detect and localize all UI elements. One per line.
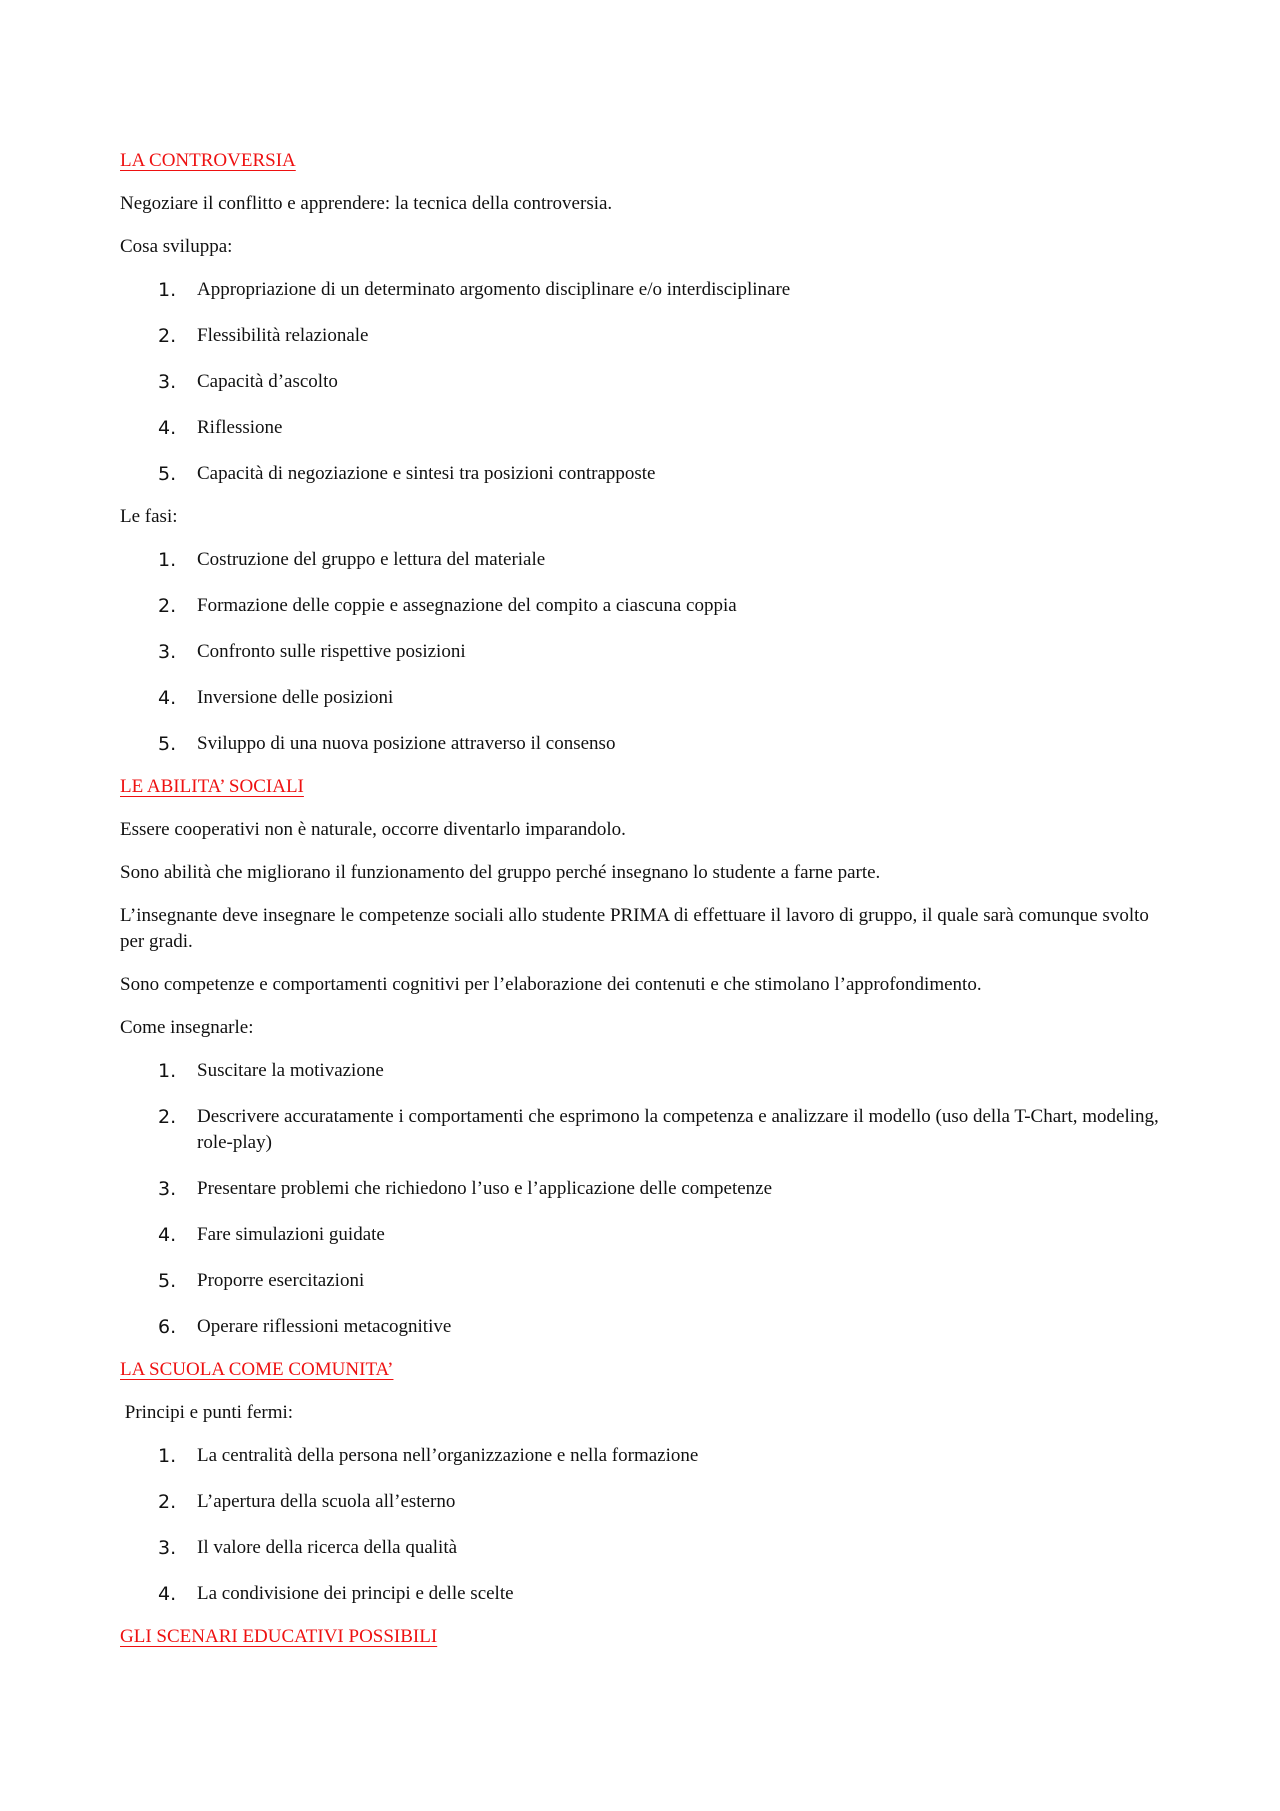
numbered-list-fasi: [120, 547, 1160, 757]
list-item: [120, 1058, 1160, 1084]
list-item-text: Confronto sulle rispettive posizioni: [197, 641, 466, 662]
list-item: [120, 323, 1160, 349]
list-number: 2.: [158, 1106, 177, 1128]
list-number: 4.: [158, 687, 177, 709]
list-number: 4.: [158, 1583, 177, 1605]
list-number: 3.: [158, 371, 177, 393]
list-item: [120, 639, 1160, 665]
list-item: [120, 547, 1160, 573]
list-number: 6.: [158, 1316, 177, 1338]
list-item-text: Sviluppo di una nuova posizione attraverso il consenso: [197, 733, 616, 754]
subheading-principi: Principi e punti fermi:: [120, 1402, 294, 1423]
list-item: [120, 1176, 1160, 1202]
list-item: [120, 1222, 1160, 1248]
list-item: [120, 685, 1160, 711]
list-item-text: Inversione delle posizioni: [197, 687, 394, 708]
document-page: [120, 148, 1160, 1667]
list-item: [120, 1581, 1160, 1607]
list-item: [120, 369, 1160, 395]
list-item-text: Flessibilità relazionale: [197, 325, 369, 346]
list-item-text: L’apertura della scuola all’esterno: [197, 1491, 456, 1512]
list-item: [120, 1314, 1160, 1340]
subheading-cosa-sviluppa: Cosa sviluppa:: [120, 236, 233, 257]
list-number: 1.: [158, 1445, 177, 1467]
list-item-text: Proporre esercitazioni: [197, 1270, 365, 1291]
section-heading-scuola-comunita: LA SCUOLA COME COMUNITA’: [120, 1359, 394, 1380]
paragraph: Sono abilità che migliorano il funzionamento del gruppo perché insegnano lo studente a farne parte.: [120, 862, 881, 883]
numbered-list-insegnarle: [120, 1058, 1160, 1340]
list-item-text: Formazione delle coppie e assegnazione del compito a ciascuna coppia: [197, 595, 737, 616]
list-item-text: Operare riflessioni metacognitive: [197, 1316, 452, 1337]
list-number: 3.: [158, 1178, 177, 1200]
list-item-text: Descrivere accuratamente i comportamenti che esprimono la competenza e analizzare il modello (uso della T-Chart, modeling, role-play): [197, 1106, 1159, 1153]
list-item-text: Fare simulazioni guidate: [197, 1224, 385, 1245]
list-item: [120, 1268, 1160, 1294]
list-item: [120, 731, 1160, 757]
numbered-list-sviluppa: [120, 277, 1160, 487]
list-item-text: Riflessione: [197, 417, 283, 438]
list-item-text: La centralità della persona nell’organizzazione e nella formazione: [197, 1445, 699, 1466]
list-number: 2.: [158, 595, 177, 617]
list-item: [120, 415, 1160, 441]
list-number: 2.: [158, 325, 177, 347]
list-number: 5.: [158, 1270, 177, 1292]
paragraph: L’insegnante deve insegnare le competenze sociali allo studente PRIMA di effettuare il lavoro di gruppo, il quale sarà comunque svolto per gradi.: [120, 905, 1149, 952]
list-number: 4.: [158, 417, 177, 439]
list-item: [120, 1489, 1160, 1515]
list-item-text: Il valore della ricerca della qualità: [197, 1537, 458, 1558]
list-item: [120, 277, 1160, 303]
list-item-text: Capacità di negoziazione e sintesi tra posizioni contrapposte: [197, 463, 656, 484]
subheading-le-fasi: Le fasi:: [120, 506, 178, 527]
section-heading-abilita-sociali: LE ABILITA’ SOCIALI: [120, 776, 304, 797]
list-number: 1.: [158, 549, 177, 571]
list-item-text: Appropriazione di un determinato argomento disciplinare e/o interdisciplinare: [197, 279, 791, 300]
list-item: [120, 461, 1160, 487]
section-heading-controversia: LA CONTROVERSIA: [120, 150, 296, 171]
list-item-text: Capacità d’ascolto: [197, 371, 338, 392]
paragraph: Essere cooperativi non è naturale, occorre diventarlo imparandolo.: [120, 819, 626, 840]
section-heading-scenari-educativi: GLI SCENARI EDUCATIVI POSSIBILI: [120, 1626, 438, 1647]
list-item: [120, 1535, 1160, 1561]
numbered-list-principi: [120, 1443, 1160, 1607]
list-number: 5.: [158, 733, 177, 755]
list-number: 5.: [158, 463, 177, 485]
list-number: 3.: [158, 641, 177, 663]
intro-paragraph: Negoziare il conflitto e apprendere: la tecnica della controversia.: [120, 193, 613, 214]
list-item: [120, 1104, 1160, 1156]
paragraph: Sono competenze e comportamenti cognitivi per l’elaborazione dei contenuti e che stimolano l’approfondimento.: [120, 974, 982, 995]
list-number: 3.: [158, 1537, 177, 1559]
list-number: 4.: [158, 1224, 177, 1246]
list-number: 1.: [158, 1060, 177, 1082]
subheading-come-insegnarle: Come insegnarle:: [120, 1017, 254, 1038]
list-item-text: Costruzione del gruppo e lettura del materiale: [197, 549, 546, 570]
list-number: 2.: [158, 1491, 177, 1513]
list-number: 1.: [158, 279, 177, 301]
list-item: [120, 593, 1160, 619]
list-item: [120, 1443, 1160, 1469]
list-item-text: Suscitare la motivazione: [197, 1060, 384, 1081]
list-item-text: La condivisione dei principi e delle scelte: [197, 1583, 514, 1604]
list-item-text: Presentare problemi che richiedono l’uso e l’applicazione delle competenze: [197, 1178, 773, 1199]
